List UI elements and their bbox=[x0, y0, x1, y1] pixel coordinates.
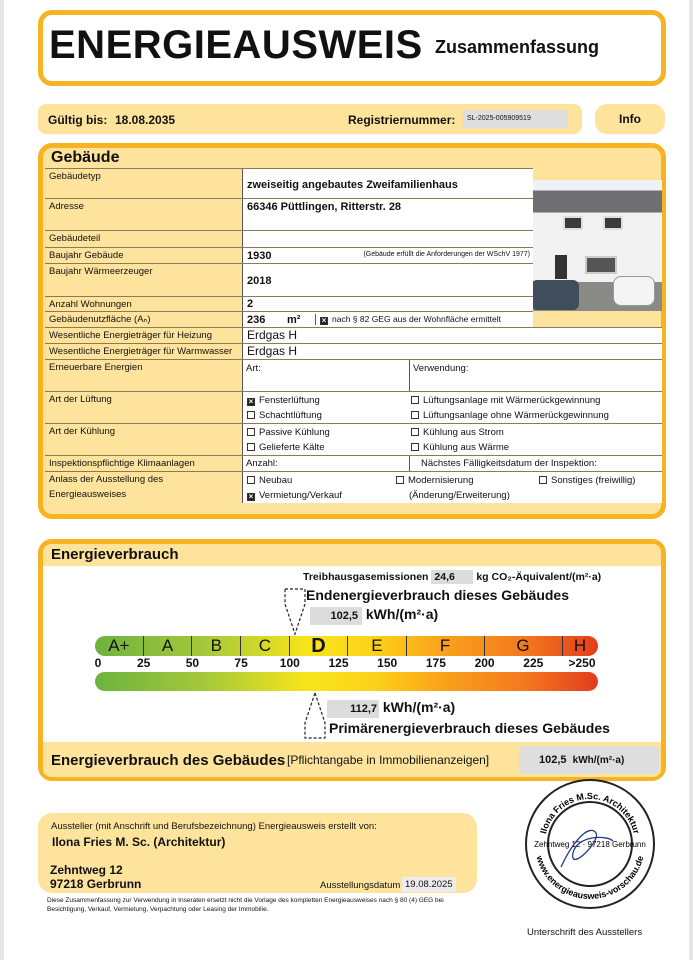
label: Art der Kühlung bbox=[45, 424, 243, 455]
floor-area: 236 bbox=[247, 314, 266, 326]
primary-energy-value: 112,7 bbox=[327, 700, 379, 718]
primary-energy-unit: kWh/(m²·a) bbox=[382, 699, 456, 715]
checkbox[interactable] bbox=[411, 396, 419, 404]
energy-class-C: C bbox=[241, 636, 290, 656]
ghg-label: Treibhausgasemissionen bbox=[303, 571, 429, 583]
validity-bar bbox=[38, 104, 582, 134]
footer-value-box bbox=[519, 746, 659, 774]
label: Baujahr Wärmeerzeuger bbox=[45, 264, 243, 296]
row-gebaeudetyp bbox=[45, 168, 533, 198]
option-label: Schachtlüftung bbox=[259, 410, 322, 421]
row-anlass bbox=[45, 471, 662, 503]
label: Gebäudetyp bbox=[45, 169, 243, 198]
checkbox[interactable] bbox=[247, 411, 255, 419]
stamp-bottom-text: www.energieausweis-vorschau.de bbox=[534, 854, 646, 902]
address: 66346 Püttlingen, Ritterstr. 28 bbox=[247, 201, 402, 213]
ghg-unit: kg CO₂-Äquivalent/(m²·a) bbox=[476, 571, 602, 583]
energy-class-F: F bbox=[407, 636, 485, 656]
footer-label: Energieverbrauch des Gebäudes bbox=[51, 752, 286, 769]
option-label: Fensterlüftung bbox=[259, 395, 320, 406]
divider bbox=[409, 360, 410, 391]
end-energy-label: Endenergieverbrauch dieses Gebäudes bbox=[306, 587, 569, 603]
checkbox-checked[interactable]: × bbox=[248, 397, 254, 406]
checkbox[interactable] bbox=[247, 476, 255, 484]
energy-class-E: E bbox=[348, 636, 406, 656]
option-label: Lüftungsanlage mit Wärmerückgewinnung bbox=[423, 395, 601, 406]
option-sonstiges[interactable] bbox=[539, 475, 635, 486]
window bbox=[585, 256, 617, 274]
value bbox=[243, 169, 533, 198]
anzahl-label: Anzahl: bbox=[246, 458, 278, 469]
svg-text:Ilona Fries M.Sc. Architektur bbox=[538, 791, 642, 835]
option-label: Passive Kühlung bbox=[259, 427, 330, 438]
energy-class-H: H bbox=[573, 636, 587, 655]
scale-tick: 0 bbox=[94, 656, 102, 670]
page-subtitle: Zusammenfassung bbox=[435, 37, 600, 57]
disclaimer: Diese Zusammenfassung zur Verwendung in Inseraten ersetzt nicht die Vorlage des kompletten Energieausweises nach § 80 (4) GEG bei Besichtigung, Verkauf, Vermietung, Verpachtung oder Leasing der Immobilie. bbox=[47, 897, 444, 913]
footer-note: [Pflichtangabe in Immobilienanzeigen] bbox=[287, 753, 490, 767]
row-erneuerbare bbox=[45, 359, 662, 391]
value bbox=[243, 248, 533, 263]
scale-tick: 25 bbox=[137, 656, 151, 670]
energy-class-D: D bbox=[290, 636, 348, 656]
gradient-bar bbox=[95, 672, 598, 691]
scale-tick: 150 bbox=[377, 656, 398, 670]
row-waermeerzeuger bbox=[45, 263, 533, 296]
scale-tick: 100 bbox=[279, 656, 300, 670]
door bbox=[555, 255, 567, 279]
option-label: Vermietung/Verkauf bbox=[259, 490, 342, 501]
page-title: ENERGIEAUSWEIS bbox=[49, 23, 423, 67]
row-nutzflaeche bbox=[45, 311, 533, 327]
label: Wesentliche Energieträger für Warmwasser bbox=[45, 344, 243, 359]
building-photo bbox=[533, 180, 662, 311]
energy-class-B: B bbox=[192, 636, 241, 656]
title-box bbox=[38, 10, 666, 86]
heating-carrier: Erdgas H bbox=[243, 328, 662, 343]
row-baujahr bbox=[45, 247, 533, 263]
value bbox=[243, 424, 662, 455]
issuer-intro: Aussteller (mit Anschrift und Berufsbezeichnung) Energieausweis erstellt von: bbox=[51, 821, 377, 832]
value bbox=[243, 199, 533, 230]
building-title: Gebäude bbox=[51, 149, 120, 166]
row-heizung bbox=[45, 327, 662, 343]
row-adresse bbox=[45, 198, 533, 230]
option-modernisierung[interactable] bbox=[396, 475, 473, 486]
option-kaelte[interactable] bbox=[247, 442, 324, 453]
end-energy-value: 102,5 bbox=[310, 607, 362, 625]
checkbox[interactable] bbox=[411, 428, 419, 436]
issue-date: 19.08.2025 bbox=[402, 877, 456, 892]
option-ohne-wrg[interactable] bbox=[411, 410, 609, 421]
valid-until-label: Gültig bis: bbox=[48, 113, 108, 127]
verwendung-label: Verwendung: bbox=[413, 363, 469, 374]
issuer-street: Zehntweg 12 bbox=[50, 863, 123, 877]
issuer-box bbox=[38, 813, 477, 893]
checkbox[interactable] bbox=[411, 411, 419, 419]
end-energy-unit: kWh/(m²·a) bbox=[365, 606, 439, 622]
row-gebaeudeteil bbox=[45, 230, 533, 247]
issuer-name: Ilona Fries M. Sc. (Architektur) bbox=[52, 835, 226, 849]
area-note bbox=[315, 314, 501, 325]
option-label: Kühlung aus Strom bbox=[423, 427, 504, 438]
row-klimaanlagen bbox=[45, 455, 662, 471]
checkbox[interactable] bbox=[396, 476, 404, 484]
option-label: Lüftungsanlage ohne Wärmerückgewinnung bbox=[423, 410, 609, 421]
option-label: Modernisierung bbox=[408, 475, 474, 486]
building-part bbox=[243, 231, 533, 247]
value bbox=[243, 472, 662, 503]
label: Art der Lüftung bbox=[45, 392, 243, 423]
scale-tick: 200 bbox=[474, 656, 495, 670]
option-wrg[interactable] bbox=[411, 395, 600, 406]
option-strom[interactable] bbox=[411, 427, 504, 438]
option-neubau[interactable] bbox=[247, 475, 292, 486]
option-label: Gelieferte Kälte bbox=[259, 442, 325, 453]
end-energy-line bbox=[310, 606, 438, 625]
label-line1: Anlass der Ausstellung des bbox=[49, 474, 164, 485]
option-fensterlueftung[interactable] bbox=[247, 395, 320, 406]
scale-tick: 75 bbox=[234, 656, 248, 670]
energy-class-A: A bbox=[144, 636, 193, 656]
footer-unit: kWh/(m²·a) bbox=[572, 755, 625, 766]
car bbox=[613, 276, 655, 306]
wschv-note: (Gebäude erfüllt die Anforderungen der WSchV 1977) bbox=[363, 251, 530, 258]
heater-year: 2018 bbox=[247, 275, 272, 287]
value bbox=[243, 312, 533, 327]
label bbox=[45, 472, 243, 503]
units-count: 2 bbox=[243, 297, 533, 311]
issuer-stamp bbox=[521, 775, 659, 913]
primary-energy-arrow bbox=[301, 691, 329, 739]
ghg-line bbox=[303, 570, 601, 584]
checkbox[interactable] bbox=[411, 443, 419, 451]
issue-date-label: Ausstellungsdatum bbox=[320, 880, 401, 891]
area-note-text: nach § 82 GEG aus der Wohnfläche ermittelt bbox=[332, 314, 501, 324]
energy-class-Aplus: A+ bbox=[95, 636, 144, 656]
label: Erneuerbare Energien bbox=[45, 360, 243, 391]
scale-tick: 175 bbox=[425, 656, 446, 670]
row-warmwasser bbox=[45, 343, 662, 359]
label: Inspektionspflichtige Klimaanlagen bbox=[45, 456, 243, 471]
scale-tick: 225 bbox=[523, 656, 544, 670]
option-erweiterung-label: (Änderung/Erweiterung) bbox=[409, 490, 510, 501]
window bbox=[603, 216, 623, 230]
label-line2: Energieausweises bbox=[49, 489, 127, 500]
stamp-top-text: Ilona Fries M.Sc. Architektur bbox=[538, 790, 642, 835]
floor-area-unit: m² bbox=[287, 314, 301, 326]
row-kuehlung bbox=[45, 423, 662, 455]
energy-header bbox=[43, 544, 661, 566]
ghg-value: 24,6 bbox=[431, 570, 473, 584]
option-vermietung[interactable] bbox=[247, 490, 342, 501]
valid-until-date: 18.08.2035 bbox=[115, 113, 176, 127]
stamp-center-text: Zehntweg 12 · 97218 Gerbrunn bbox=[534, 840, 646, 849]
info-button[interactable]: Info bbox=[595, 104, 665, 134]
art-label: Art: bbox=[246, 363, 261, 374]
option-label: Neubau bbox=[259, 475, 293, 486]
option-schacht[interactable] bbox=[247, 410, 322, 421]
primary-energy-label: Primärenergieverbrauch dieses Gebäudes bbox=[329, 720, 610, 736]
row-wohnungen bbox=[45, 296, 533, 311]
value bbox=[243, 392, 662, 423]
issuer-city: 97218 Gerbrunn bbox=[50, 877, 142, 891]
value bbox=[243, 456, 662, 471]
label: Gebäudenutzfläche (Aₙ) bbox=[45, 312, 243, 327]
footer-value: 102,5 bbox=[539, 754, 567, 766]
label: Adresse bbox=[45, 199, 243, 230]
label: Wesentliche Energieträger für Heizung bbox=[45, 328, 243, 343]
checkbox-checked[interactable]: × bbox=[321, 316, 327, 325]
scale-tick: 50 bbox=[185, 656, 200, 670]
registration-label: Registriernummer: bbox=[348, 113, 456, 127]
option-passiv[interactable] bbox=[247, 427, 330, 438]
end-energy-arrow bbox=[281, 588, 309, 636]
hot-water-carrier: Erdgas H bbox=[243, 344, 662, 359]
checkbox[interactable] bbox=[247, 443, 255, 451]
energy-title: Energieverbrauch bbox=[51, 546, 179, 563]
label: Anzahl Wohnungen bbox=[45, 297, 243, 311]
option-waerme[interactable] bbox=[411, 442, 509, 453]
registration-number: SL-2025-005909519 bbox=[463, 110, 568, 128]
scale-tick: 125 bbox=[328, 656, 349, 670]
checkbox[interactable] bbox=[247, 428, 255, 436]
signature-label: Unterschrift des Ausstellers bbox=[527, 927, 643, 938]
option-label: Sonstiges (freiwillig) bbox=[551, 475, 636, 486]
label: Gebäudeteil bbox=[45, 231, 243, 247]
row-lueftung bbox=[45, 391, 662, 423]
primary-energy-line bbox=[327, 699, 455, 718]
energy-class-G: G bbox=[485, 636, 563, 656]
energy-footer bbox=[43, 742, 661, 777]
checkbox-checked[interactable]: × bbox=[248, 492, 254, 501]
car bbox=[533, 280, 579, 310]
option-label: Kühlung aus Wärme bbox=[423, 442, 510, 453]
divider bbox=[409, 456, 410, 471]
value bbox=[243, 264, 533, 296]
value bbox=[243, 360, 662, 391]
building-type: zweiseitig angebautes Zweifamilienhaus bbox=[247, 179, 458, 191]
checkbox[interactable] bbox=[539, 476, 547, 484]
label: Baujahr Gebäude bbox=[45, 248, 243, 263]
scale-tick: >250 bbox=[568, 656, 596, 670]
window bbox=[563, 216, 583, 230]
inspection-date-label: Nächstes Fälligkeitsdatum der Inspektion: bbox=[421, 458, 597, 469]
year-built: 1930 bbox=[247, 250, 272, 262]
